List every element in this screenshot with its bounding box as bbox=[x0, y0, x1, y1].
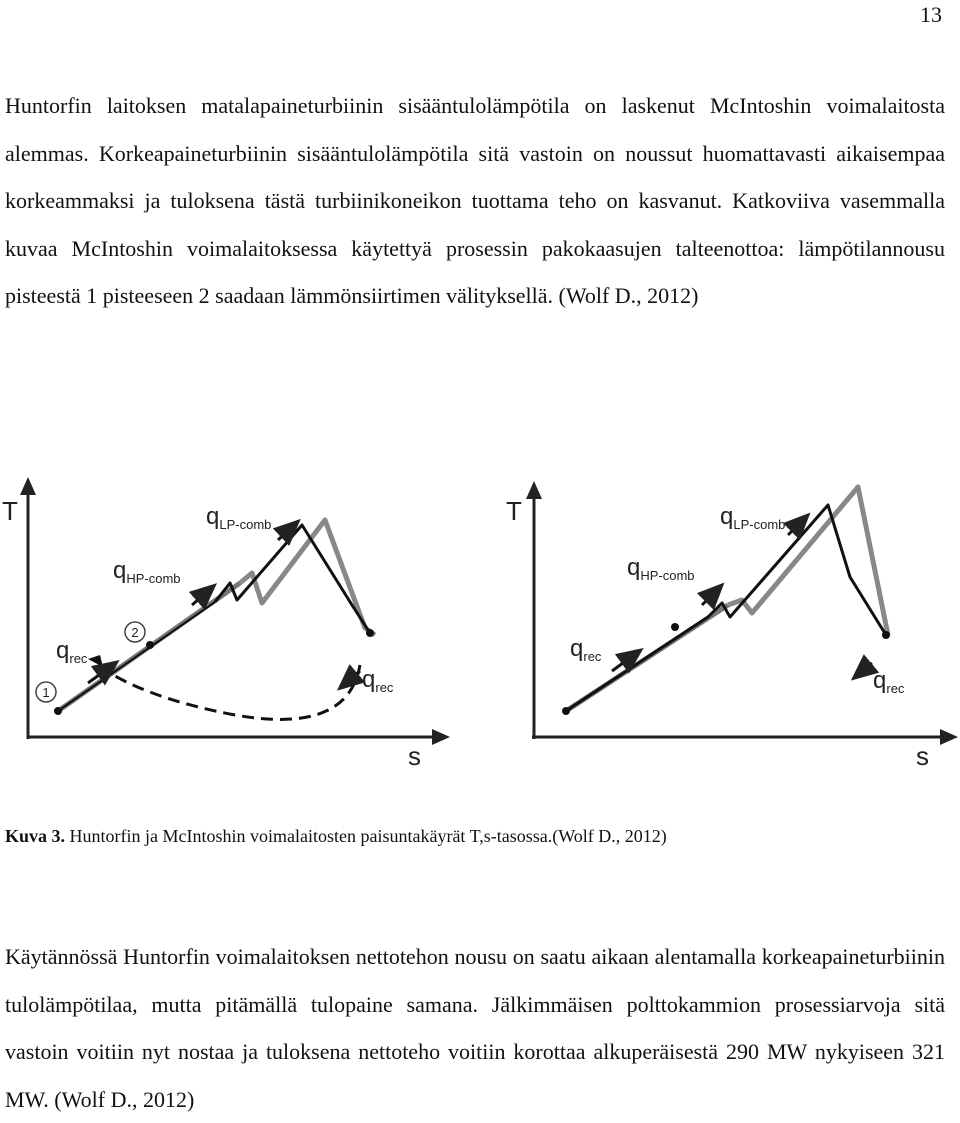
right-qrec-right-arrow bbox=[860, 663, 872, 673]
left-q-hp-label: $q_{HP-comb}$ bbox=[113, 557, 181, 586]
left-s-axis-arrow bbox=[432, 729, 450, 745]
left-point-2-label: 2 bbox=[131, 625, 139, 640]
right-ts-diagram bbox=[506, 481, 958, 771]
left-point-1-label: 1 bbox=[42, 685, 50, 700]
right-qhp-arrow bbox=[702, 591, 716, 605]
caption-label: Kuva 3. bbox=[5, 826, 66, 846]
left-dashed-arrowhead bbox=[88, 655, 103, 667]
left-s-axis-label: s bbox=[408, 741, 421, 771]
right-cycle-dark bbox=[566, 505, 886, 711]
figure-caption bbox=[5, 826, 667, 847]
right-cycle-gray bbox=[728, 487, 888, 635]
right-start-dot bbox=[562, 707, 570, 715]
right-mid-dot bbox=[671, 623, 679, 631]
right-t-axis-label: T bbox=[506, 496, 522, 526]
paragraph-2: Käytännössä Huntorfin voimalaitoksen nettotehon nousu on saatu aikaan alentamalla korkeapaineturbiinin tulolämpötilaa, mutta pitämällä tulopaine samana. Jälkimmäisen polttokammion prosessiarvoja sitä vastoin voitiin nyt nostaa ja tuloksena nettoteho voitiin korottaa alkuperäisestä 290 MW nykyiseen 321 MW. (Wolf D., 2012) bbox=[5, 944, 945, 1112]
right-q-rec-right-label: $q_{rec}$ bbox=[873, 667, 905, 696]
left-point-2-dot bbox=[146, 641, 154, 649]
left-q-rec-label: $q_{rec}$ bbox=[56, 637, 88, 666]
right-s-axis-arrow bbox=[940, 729, 958, 745]
right-turbine-exit-dot bbox=[882, 631, 890, 639]
paragraph-1: Huntorfin laitoksen matalapaineturbiinin sisääntulolämpötila on laskenut McIntoshin voimalaitosta alemmas. Korkeapaineturbiinin sisääntulolämpötila sitä vastoin on noussut huomattavasti aikaisempaa korkeammaksi ja tuloksena tästä turbiinikoneikon tuottama teho on kasvanut. Katkoviiva vasemmalla kuvaa McIntoshin voimalaitoksessa käytettyä prosessin pakokaasujen talteenottoa: lämpötilannousu pisteestä 1 pisteeseen 2 saadaan lämmönsiirtimen välityksellä. (Wolf D., 2012) bbox=[5, 93, 945, 308]
right-t-axis-arrow bbox=[526, 481, 542, 499]
left-turbine-exit-dot bbox=[366, 629, 374, 637]
right-q-hp-label: $q_{HP-comb}$ bbox=[627, 554, 695, 583]
right-q-rec-label: $q_{rec}$ bbox=[570, 635, 602, 664]
left-ts-diagram bbox=[2, 477, 450, 771]
left-q-lp-label: $q_{LP-comb}$ bbox=[206, 503, 272, 532]
left-qhp-arrow bbox=[192, 591, 208, 605]
left-t-axis-arrow bbox=[20, 477, 36, 495]
left-cycle-gray bbox=[240, 520, 375, 635]
right-s-axis-label: s bbox=[916, 741, 929, 771]
left-q-rec-right-label: $q_{rec}$ bbox=[362, 666, 394, 695]
ts-diagram-figure bbox=[0, 465, 960, 785]
right-qlp-arrow bbox=[788, 521, 802, 535]
page-number: 13 bbox=[920, 2, 942, 27]
left-t-axis-label: T bbox=[2, 496, 18, 526]
left-recuperation-dashed bbox=[95, 663, 360, 719]
left-point-1-dot bbox=[54, 707, 62, 715]
caption-text: Huntorfin ja McIntoshin voimalaitosten paisuntakäyrät T,s-tasossa.(Wolf D., 2012) bbox=[65, 826, 667, 846]
right-q-lp-label: $q_{LP-comb}$ bbox=[720, 503, 786, 532]
